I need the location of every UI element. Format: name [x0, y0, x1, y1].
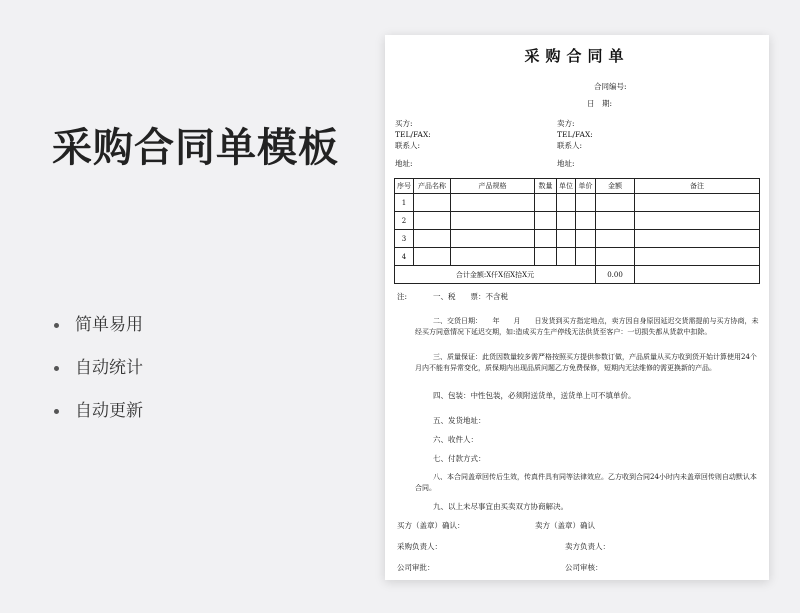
clause-4: 四、包装：中性包装，必须附送货单，送货单上可不填单价。 — [433, 391, 636, 400]
buyer-confirm-label: 买方（盖章）确认： — [397, 521, 465, 530]
row-number: 4 — [395, 248, 414, 266]
column-header: 产品名称 — [414, 179, 451, 194]
total-amount-value: 0.00 — [596, 266, 635, 284]
column-header: 序号 — [395, 179, 414, 194]
table-header-row — [395, 179, 760, 194]
seller-contact-label: 联系人: — [557, 141, 583, 150]
table-row — [395, 230, 760, 248]
buyer-tel-label: TEL/FAX: — [395, 130, 431, 139]
column-header: 备注 — [635, 179, 760, 194]
company-approval-label: 公司审批： — [397, 563, 435, 572]
feature-item — [54, 357, 143, 400]
date-label: 日 期: — [587, 99, 613, 108]
clause-8: 八、本合同盖章回传后生效，传真件具有同等法律效应。乙方收到合同24小时内未盖章回传则自动默认本合同。 — [415, 473, 757, 492]
contract-document — [385, 35, 769, 580]
clause-6: 六、收件人： — [433, 435, 478, 444]
table-total-row — [395, 266, 760, 284]
column-header: 产品规格 — [451, 179, 535, 194]
row-number: 3 — [395, 230, 414, 248]
seller-address-label: 地址: — [557, 159, 575, 168]
column-header: 金额 — [596, 179, 635, 194]
clause-3: 三、质量保证：此货因数量较多需严格按照买方提供参数订做，产品质量从买方收到货开始计算使用24个月内不能有异常变化，质保期内出现品质问题乙方免费保修，短期内无法维修的需更换新的产品。 — [415, 353, 757, 372]
bullet-icon — [54, 409, 59, 414]
feature-item — [54, 314, 143, 357]
product-table — [394, 178, 760, 284]
document-title: 采购合同单 — [524, 47, 630, 65]
buyer-contact-label: 联系人: — [395, 141, 421, 150]
clause-7: 七、付款方式： — [433, 454, 486, 463]
table-row — [395, 194, 760, 212]
clause-5: 五、发货地址： — [433, 416, 486, 425]
contract-number-label: 合同编号: — [594, 82, 627, 91]
row-number: 1 — [395, 194, 414, 212]
clause-2: 二、交货日期： 年 月 日发货到买方指定地点，卖方因自身原因延迟交货需提前与买方协商，未经买方同意情况下延迟交期，如:造成买方生产停线无法供货至客户：一切损失都从货款中扣除。 — [415, 317, 759, 336]
page-title: 采购合同单模板 — [52, 125, 339, 171]
bullet-icon — [54, 323, 59, 328]
row-number: 2 — [395, 212, 414, 230]
notes-label: 注: — [397, 292, 408, 301]
seller-manager-label: 卖方负责人： — [565, 542, 610, 551]
buyer-label: 买方: — [395, 119, 413, 128]
total-amount-label: 合计金额:X仟X佰X拾X元 — [395, 266, 596, 284]
clause-9: 九、以上未尽事宜由买卖双方协商解决。 — [433, 502, 568, 511]
buyer-address-label: 地址: — [395, 159, 413, 168]
clause-1: 一、税 票：不含税 — [433, 292, 508, 301]
purchase-manager-label: 采购负责人： — [397, 542, 442, 551]
feature-item — [54, 400, 143, 443]
bullet-icon — [54, 366, 59, 371]
column-header: 单价 — [576, 179, 596, 194]
seller-confirm-label: 卖方（盖章）确认 — [535, 521, 595, 530]
feature-label: 自动更新 — [75, 401, 143, 421]
column-header: 数量 — [535, 179, 557, 194]
table-row — [395, 212, 760, 230]
feature-label: 自动统计 — [75, 358, 143, 378]
company-review-label: 公司审核： — [565, 563, 603, 572]
table-row — [395, 248, 760, 266]
column-header: 单位 — [557, 179, 576, 194]
seller-label: 卖方: — [557, 119, 575, 128]
seller-tel-label: TEL/FAX: — [557, 130, 593, 139]
feature-list — [54, 314, 143, 443]
feature-label: 简单易用 — [75, 315, 143, 335]
